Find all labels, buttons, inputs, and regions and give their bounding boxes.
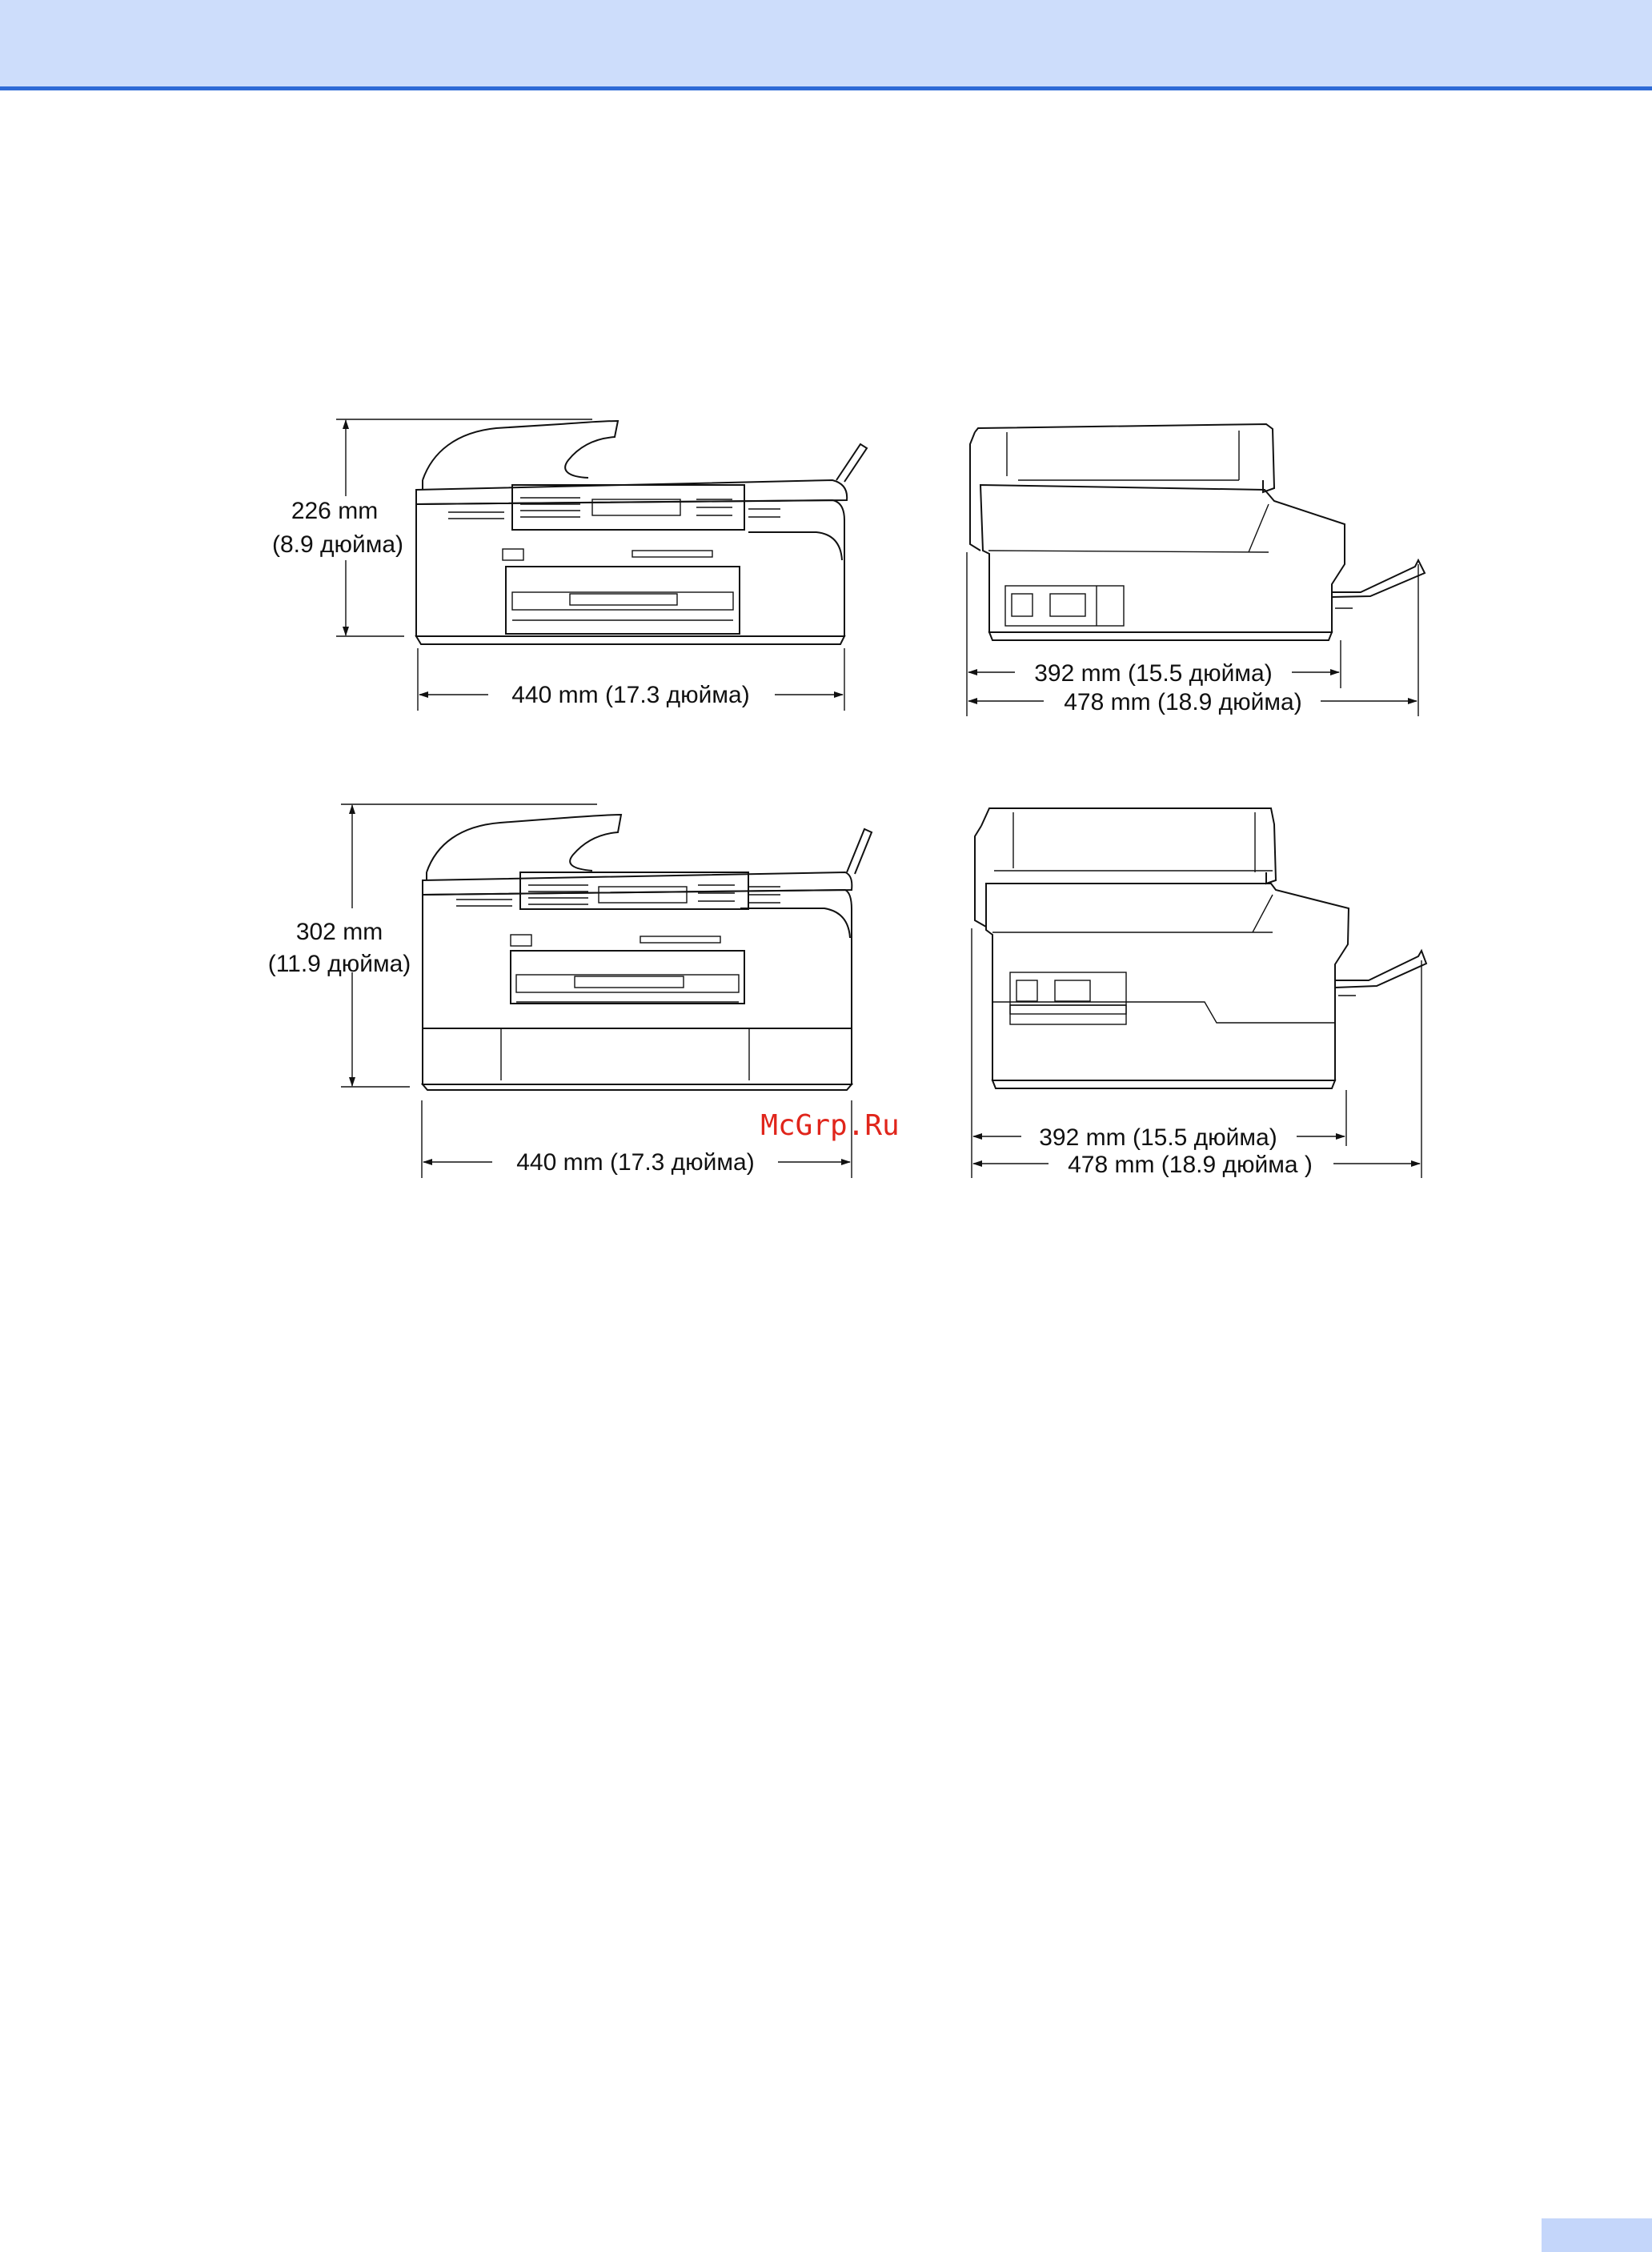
depth-label-392-top: 392 mm (15.5 дюйма)	[1034, 660, 1273, 687]
page-corner-tab	[1542, 2218, 1652, 2252]
width-label-440-top: 440 mm (17.3 дюйма)	[511, 682, 750, 708]
printer-front-view-small	[416, 421, 867, 644]
height-label-11-9-inch: (11.9 дюйма)	[267, 951, 411, 977]
height-label-226: 226 mm	[291, 498, 379, 524]
printer-side-view-small	[970, 424, 1425, 640]
width-label-440-bottom: 440 mm (17.3 дюйма)	[516, 1149, 755, 1176]
printer-front-view-large	[423, 815, 872, 1090]
height-label-302: 302 mm	[295, 919, 383, 945]
depth-label-478-top: 478 mm (18.9 дюйма)	[1064, 689, 1302, 715]
depth-label-478-bottom: 478 mm (18.9 дюйма )	[1068, 1152, 1313, 1178]
printer-side-view-large	[975, 808, 1426, 1088]
dimension-lines-front-small	[336, 419, 844, 711]
watermark-text: McGrp.Ru	[760, 1109, 900, 1142]
depth-label-392-bottom: 392 mm (15.5 дюйма)	[1039, 1124, 1277, 1151]
height-label-8-9-inch: (8.9 дюйма)	[271, 531, 404, 558]
